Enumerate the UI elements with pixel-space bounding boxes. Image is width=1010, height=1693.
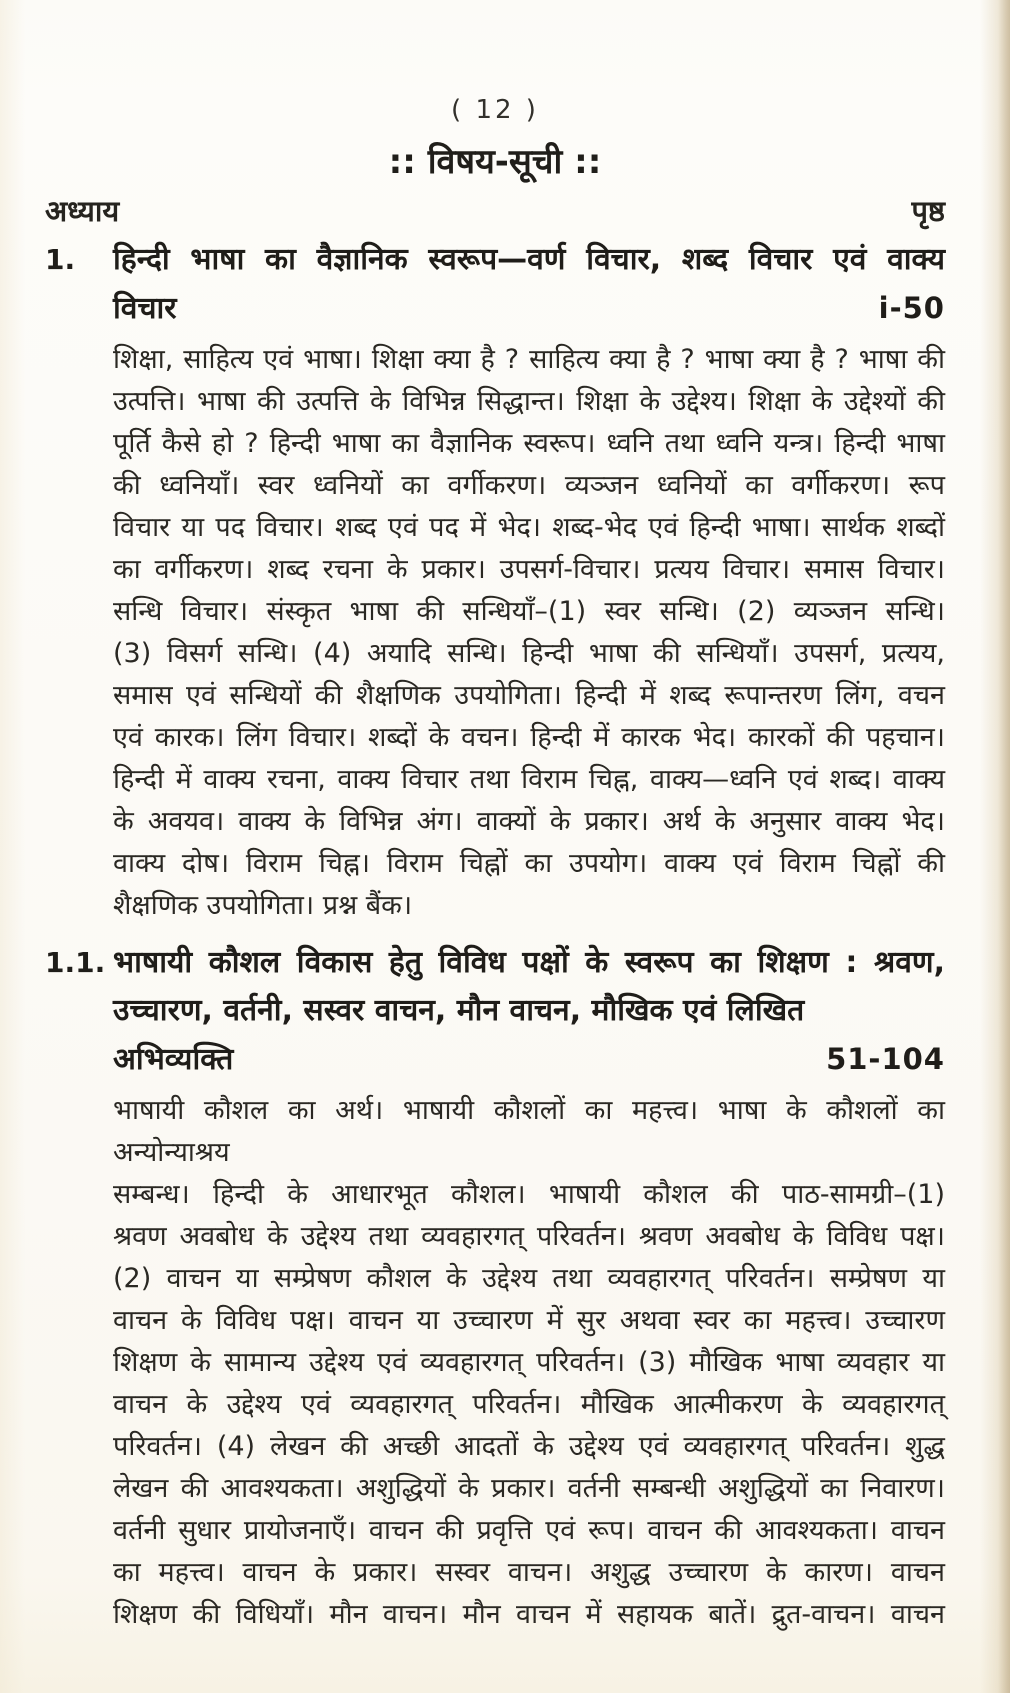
toc-body-line: समास एवं सन्धियों की शैक्षणिक उपयोगिता। हिन्दी में शब्द रूपान्तरण लिंग, वचन xyxy=(113,680,945,711)
toc-entry-summary-1 xyxy=(113,339,945,927)
toc-body-line: उत्पत्ति। भाषा की उत्पत्ति के विभिन्न सिद्धान्त। शिक्षा के उद्देश्य। शिक्षा के उद्देश्यों की xyxy=(113,386,945,417)
toc-body-line: सम्बन्ध। हिन्दी के आधारभूत कौशल। भाषायी कौशल की पाठ-सामग्री–(1) xyxy=(113,1179,945,1210)
entry-title-last-row xyxy=(113,1035,945,1084)
toc-body-line: शिक्षण के सामान्य उद्देश्य एवं व्यवहारगत् परिवर्तन। (3) मौखिक भाषा व्यवहार या xyxy=(113,1347,945,1378)
toc-body-line: परिवर्तन। (4) लेखन की अच्छी आदतों के उद्देश्य एवं व्यवहारगत् परिवर्तन। शुद्ध xyxy=(113,1431,945,1462)
entry-title-line: उच्चारण, वर्तनी, सस्वर वाचन, मौन वाचन, मौखिक एवं लिखित xyxy=(113,993,805,1028)
toc-body-line: के अवयव। वाक्य के विभिन्न अंग। वाक्यों के प्रकार। अर्थ के अनुसार वाक्य भेद। xyxy=(113,806,945,837)
entry-title-line: भाषायी कौशल विकास हेतु विविध पक्षों के स्वरूप का शिक्षण : श्रवण, xyxy=(113,945,945,980)
entry-page-range: i-50 xyxy=(878,291,945,325)
toc-body-line: विचार या पद विचार। शब्द एवं पद में भेद। शब्द-भेद एवं हिन्दी भाषा। सार्थक शब्दों xyxy=(113,512,945,543)
entry-title-last: अभिव्यक्ति xyxy=(113,1042,234,1077)
entry-page-range: 51-104 xyxy=(826,1042,945,1076)
toc-body-line: एवं कारक। लिंग विचार। शब्दों के वचन। हिन्दी में कारक भेद। कारकों की पहचान। xyxy=(113,722,945,753)
toc-body-line: वाचन के उद्देश्य एवं व्यवहारगत् परिवर्तन। मौखिक आत्मीकरण के व्यवहारगत् xyxy=(113,1389,945,1420)
entry-title xyxy=(113,236,945,333)
entry-title-line: हिन्दी भाषा का वैज्ञानिक स्वरूप—वर्ण विचार, शब्द विचार एवं वाक्य xyxy=(113,242,945,277)
toc-body-line: शिक्षा, साहित्य एवं भाषा। शिक्षा क्या है ? साहित्य क्या है ? भाषा क्या है ? भाषा की xyxy=(113,344,945,375)
toc-body-line: का वर्गीकरण। शब्द रचना के प्रकार। उपसर्ग-विचार। प्रत्यय विचार। समास विचार। xyxy=(113,554,945,585)
toc-body-line: (3) विसर्ग सन्धि। (4) अयादि सन्धि। हिन्दी भाषा की सन्धियाँ। उपसर्ग, प्रत्यय, xyxy=(113,638,945,669)
column-header-page: पृष्ठ xyxy=(911,194,945,228)
toc-body-line: वर्तनी सुधार प्रायोजनाएँ। वाचन की प्रवृत्ति एवं रूप। वाचन की आवश्यकता। वाचन xyxy=(113,1515,945,1546)
toc-body-line: वाचन के विविध पक्ष। वाचन या उच्चारण में सुर अथवा स्वर का महत्त्व। उच्चारण xyxy=(113,1305,945,1336)
toc-body-line: भाषायी कौशल का अर्थ। भाषायी कौशलों का महत्त्व। भाषा के कौशलों का अन्योन्याश्रय xyxy=(113,1095,945,1168)
entry-number: 1.1. xyxy=(45,946,106,979)
entry-title xyxy=(113,939,945,1084)
toc-entry-summary-1-1 xyxy=(113,1090,945,1636)
entry-number: 1. xyxy=(45,243,76,276)
toc-column-headers xyxy=(45,191,945,230)
toc-body-line: का महत्त्व। वाचन के प्रकार। सस्वर वाचन। अशुद्ध उच्चारण के कारण। वाचन xyxy=(113,1557,945,1588)
toc-body-line: लेखन की आवश्यकता। अशुद्धियों के प्रकार। वर्तनी सम्बन्धी अशुद्धियों का निवारण। xyxy=(113,1473,945,1504)
folio-page-number: ( 12 ) xyxy=(451,95,539,125)
toc-body-line: शैक्षणिक उपयोगिता। प्रश्न बैंक। xyxy=(113,890,413,921)
toc-body-line: की ध्वनियाँ। स्वर ध्वनियों का वर्गीकरण। व्यञ्जन ध्वनियों का वर्गीकरण। रूप xyxy=(113,470,945,501)
toc-body-line: (2) वाचन या सम्प्रेषण कौशल के उद्देश्य तथा व्यवहारगत् परिवर्तन। सम्प्रेषण या xyxy=(113,1263,945,1294)
toc-entry-heading-1 xyxy=(45,236,945,333)
toc-body-line: श्रवण अवबोध के उद्देश्य तथा व्यवहारगत् परिवर्तन। श्रवण अवबोध के विविध पक्ष। xyxy=(113,1221,945,1252)
toc-title: :: विषय-सूची :: xyxy=(388,142,602,182)
entry-title-last: विचार xyxy=(113,291,177,326)
column-header-chapter: अध्याय xyxy=(45,194,120,228)
toc-entry-heading-1-1 xyxy=(45,939,945,1084)
toc-body-line: पूर्ति कैसे हो ? हिन्दी भाषा का वैज्ञानिक स्वरूप। ध्वनि तथा ध्वनि यन्त्र। हिन्दी भाषा xyxy=(113,428,945,459)
toc-body-line: हिन्दी में वाक्य रचना, वाक्य विचार तथा विराम चिह्न, वाक्य—ध्वनि एवं शब्द। वाक्य xyxy=(113,764,945,795)
entry-title-last-row xyxy=(113,284,945,333)
toc-body-line: शिक्षण की विधियाँ। मौन वाचन। मौन वाचन में सहायक बातें। द्रुत-वाचन। वाचन xyxy=(113,1599,945,1630)
toc-body-line: वाक्य दोष। विराम चिह्न। विराम चिह्नों का उपयोग। वाक्य एवं विराम चिह्नों की xyxy=(113,848,945,879)
toc-body-line: सन्धि विचार। संस्कृत भाषा की सन्धियाँ–(1) स्वर सन्धि। (2) व्यञ्जन सन्धि। xyxy=(113,596,945,627)
